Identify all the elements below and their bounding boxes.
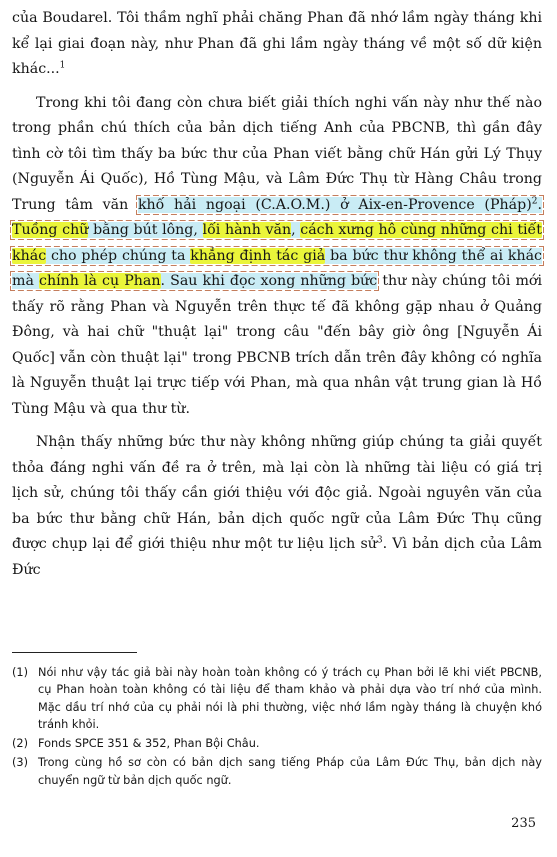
highlight-other: khác <box>12 247 47 264</box>
boxed-passage-text: ba bức thư không <box>325 247 457 264</box>
paragraph-2-text: Trong khi tôi đang còn chưa biết giải thích nghi vấn này như thế nào trong phần chú thích của bản dịch tiếng Anh của PBCNB, thì gần đây tình cờ tôi tìm thấy ba bức thư của Phan viết bằng chữ Hán gửi Lý Thụy (Nguyễn Ái Quốc), Hồ Tùng Mậu, và Lâm Đức Thụ từ Hàng Châu trong Trung tâm văn <box>12 94 542 213</box>
main-text <box>12 6 542 583</box>
highlight-is-phan: chính là cụ Phan <box>39 273 161 289</box>
boxed-passage-text: thể ai khác mà <box>12 247 542 289</box>
footnote-number: (1) <box>12 666 29 679</box>
paragraph-1-text: của Boudarel. Tôi thầm nghĩ phải chăng Phan đã nhớ lầm ngày tháng khi kể lại giai đoạn này, như Phan đã ghi lầm ngày tháng về một số dữ kiện khác... <box>12 10 542 77</box>
footnote-1 <box>12 664 542 733</box>
boxed-passage-text: bằng bút lông, <box>93 222 203 238</box>
footnotes <box>12 664 542 791</box>
footnote-divider <box>12 652 137 653</box>
footnote-ref-1[interactable]: 1 <box>59 60 66 71</box>
paragraph-1 <box>12 6 542 83</box>
highlight-handwriting: Tuồng chữ <box>12 222 89 238</box>
boxed-passage-text: khố hải ngoại (C.A.O.M.) ở Aix-en-Provence (Pháp) <box>137 196 532 213</box>
footnote-ref-2[interactable]: 2 <box>531 195 538 206</box>
footnote-text: Fonds SPCE 351 & 352, Phan Bội Châu. <box>38 737 260 751</box>
highlight-confirm-author: khẳng định tác giả <box>190 247 326 264</box>
boxed-passage-text: , <box>291 222 301 238</box>
footnote-number: (3) <box>12 756 29 770</box>
page-number: 235 <box>511 816 536 831</box>
footnote-ref-3[interactable]: 3 <box>376 535 383 546</box>
paragraph-3-text: Nhận thấy những bức thư này không những giúp chúng ta giải quyết thỏa đáng nghi vấn đề ra ở trên, mà lại còn là những tài liệu có giá trị lịch sử, chúng tôi thấy cần giới thiệu với độc giả. Ngoài nguyên văn của ba bức thư bằng chữ Hán, bản dịch quốc ngữ của Lâm Đức Thụ cũng được chụp lại để giới thiệu như một tư liệu lịch sử <box>12 434 542 552</box>
boxed-passage-text: cho phép chúng ta <box>46 247 191 264</box>
paragraph-3 <box>12 430 542 583</box>
footnote-2 <box>12 735 542 752</box>
paragraph-3-text: . Vì bản dịch của Lâm Đức <box>12 536 542 578</box>
paragraph-2-text: thư này chúng tôi mới thấy rõ rằng Phan và Nguyễn trên thực tế đã không gặp nhau ở Quảng Đông, và hai chữ "thuật lại" trong câu "đến bây giờ ông [Nguyễn Ái Quốc] vẫn còn thuật lại" trong PBCNB trích dẫn trên đây không có nghĩa là Nguyễn thuật lại trực tiếp với Phan, mà qua nhân vật trung gian là Hồ Tùng Mậu và qua thư từ. <box>12 273 543 417</box>
boxed-passage-text: . <box>537 196 542 213</box>
highlight-forms-of-address: cách xưng hô cùng những chi tiết <box>300 222 542 238</box>
footnote-number: (2) <box>12 737 29 751</box>
boxed-passage-text: . Sau khi đọc xong những bức <box>160 273 378 289</box>
footnote-3 <box>12 754 542 789</box>
footnote-text: Nói như vậy tác giả bài này hoàn toàn không có ý trách cụ Phan bởi lẽ khi viết PBCNB, cụ Phan hoàn toàn không có tài liệu để tham khảo và phải dựa vào trí nhớ của mình. Mặc dầu trí nhớ của cụ phải nói là phi thường, việc nhớ lầm ngày tháng là chuyện khó tránh khỏi. <box>38 666 542 731</box>
paragraph-2 <box>12 91 542 423</box>
footnote-text: Trong cùng hồ sơ còn có bản dịch sang tiếng Pháp của Lâm Đức Thụ, bản dịch này chuyển ngữ từ bản dịch quốc ngữ. <box>38 756 542 787</box>
highlight-writing-style: lối hành văn <box>202 222 292 238</box>
book-page <box>12 6 542 851</box>
